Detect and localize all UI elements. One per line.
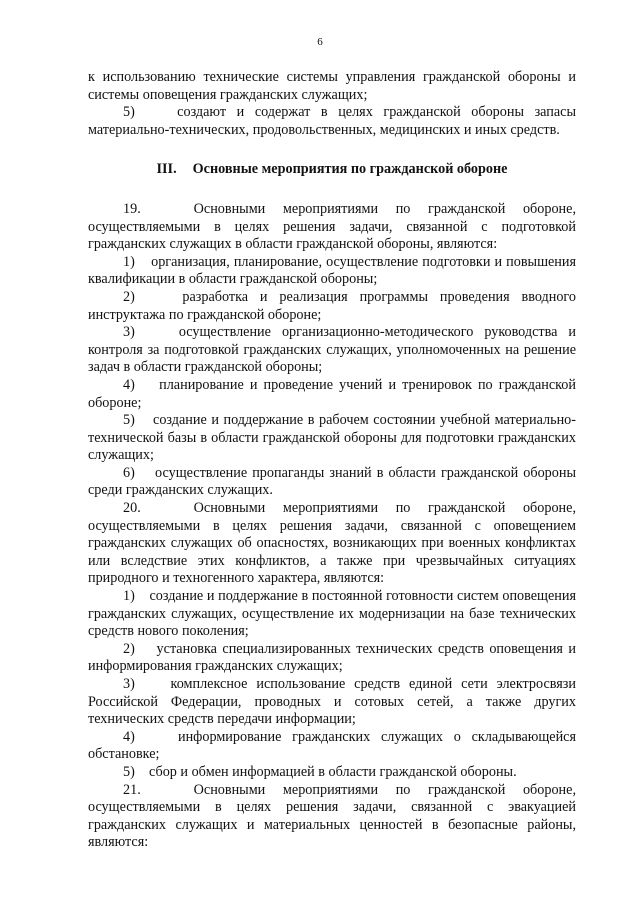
list-item-paragraph: 5) создают и содержат в целях гражданской обороны запасы материально-технических, продовольственных, медицинских и иных средств.	[88, 104, 576, 138]
section-title: Основные мероприятия по гражданской обороне	[192, 161, 508, 178]
list-item-paragraph: 2) установка специализированных технических средств оповещения и информирования гражданских служащих;	[88, 640, 576, 675]
continued-text-block	[88, 69, 576, 139]
document-body	[88, 69, 576, 852]
list-item-paragraph: 1) создание и поддержание в постоянной готовности систем оповещения гражданских служащих, осуществление их модернизации на базе технических средств нового поколения;	[88, 588, 576, 640]
list-item-paragraph: 5) сбор и обмен информацией в области гражданской обороны.	[123, 763, 517, 780]
section-number: III.	[156, 161, 177, 178]
list-item-paragraph: 2) разработка и реализация программы проведения вводного инструктажа по гражданской обороне;	[88, 288, 576, 323]
section-content-block	[88, 201, 576, 852]
list-item-paragraph: 5) создание и поддержание в рабочем состоянии учебной материально-технической базы в области гражданской обороны для подготовки гражданских служащих;	[88, 412, 576, 464]
list-item-paragraph: 4) информирование гражданских служащих о складывающейся обстановке;	[88, 728, 576, 763]
list-item-paragraph: 3) комплексное использование средств единой сети электросвязи Российской Федерации, проводных и сотовых сетей, а также других технических средств передачи информации;	[88, 676, 576, 728]
section-heading	[88, 161, 576, 179]
list-item-paragraph: 3) осуществление организационно-методического руководства и контроля за подготовкой гражданских служащих, уполномоченных на решение задач в области гражданской обороны;	[88, 324, 576, 376]
clause-paragraph: 21. Основными мероприятиями по гражданской обороне, осуществляемыми в целях решения задачи, связанной с эвакуацией гражданских служащих и материальных ценностей в безопасные районы, являются:	[88, 781, 576, 851]
clause-paragraph: 19. Основными мероприятиями по гражданской обороне, осуществляемыми в целях решения задачи, связанной с подготовкой гражданских служащих в области гражданской обороны, являются:	[88, 200, 576, 253]
list-item-paragraph: 1) организация, планирование, осуществление подготовки и повышения квалификации в области гражданской обороны;	[88, 253, 576, 288]
list-item-paragraph: 4) планирование и проведение учений и тренировок по гражданской обороне;	[88, 376, 576, 411]
continued-paragraph: к использованию технические системы управления гражданской обороны и системы оповещения гражданских служащих;	[88, 69, 576, 103]
clause-paragraph: 20. Основными мероприятиями по гражданской обороне, осуществляемыми в целях решения задачи, связанной с оповещением гражданских служащих об опасностях, возникающих при военных конфликтах или вследствие этих конфликтов, а также при чрезвычайных ситуациях природного и техногенного характера, являются:	[88, 500, 576, 587]
list-item-paragraph: 6) осуществление пропаганды знаний в области гражданской обороны среди гражданских служащих.	[88, 464, 576, 499]
page-number: 6	[317, 36, 323, 48]
